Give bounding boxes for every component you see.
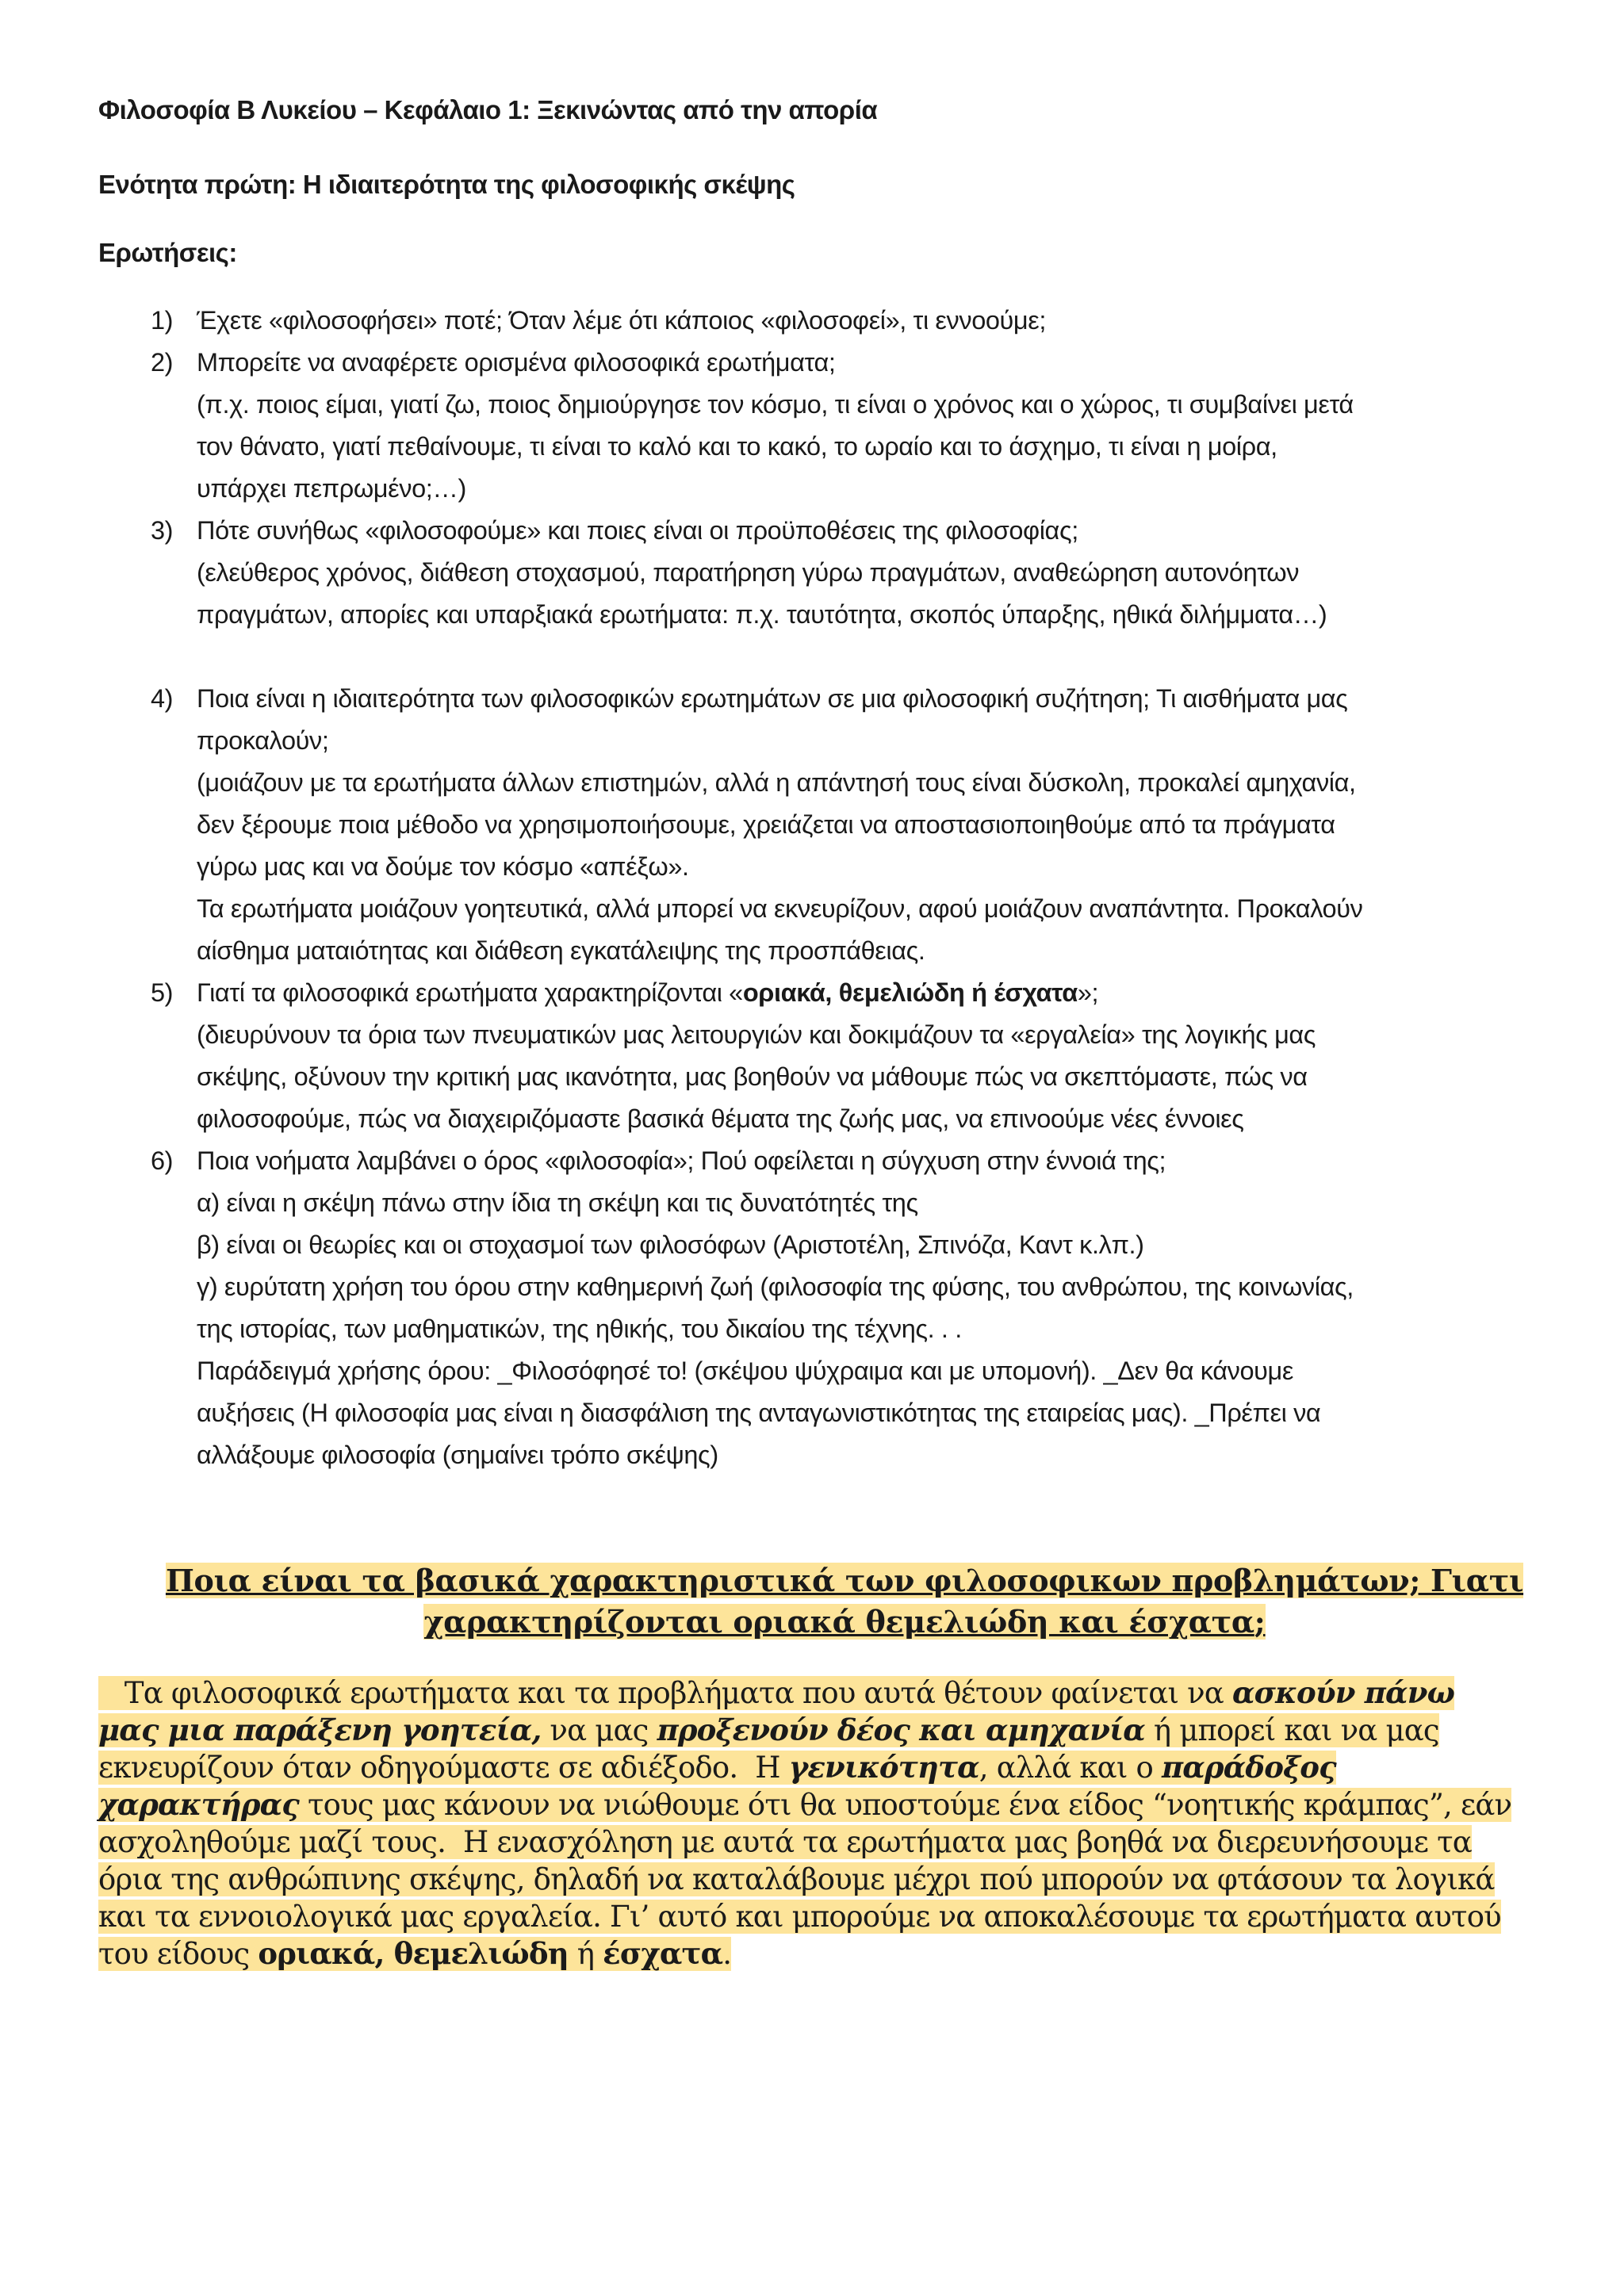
question-number: 1) (151, 306, 174, 335)
emphasis: γενικότητα (788, 1750, 979, 1785)
answer-line: (ελεύθερος χρόνος, διάθεση στοχασμού, παρατήρηση γύρω πραγμάτων, αναθεώρηση αυτονόητων (197, 558, 1300, 587)
answer-line: α) είναι η σκέψη πάνω στην ίδια τη σκέψη και τις δυνατότητές της (197, 1188, 918, 1217)
question-2 (98, 342, 1526, 510)
emphasis: προξενούν δέος και αμηχανία (657, 1712, 1145, 1747)
answer-line: γ) ευρύτατη χρήση του όρου στην καθημερινή ζωή (φιλοσοφία της φύσης, του ανθρώπου, της κοινωνίας, (197, 1272, 1354, 1301)
answer-line: δεν ξέρουμε ποια μέθοδο να χρησιμοποιήσουμε, χρειάζεται να αποστασιοποιηθούμε από τα πράγματα (197, 810, 1335, 839)
answer-line: (μοιάζουν με τα ερωτήματα άλλων επιστημών, αλλά η απάντησή τους είναι δύσκολη, προκαλεί αμηχανία, (197, 768, 1356, 797)
section-title-line: Ποια είναι τα βασικά χαρακτηριστικά των φιλοσοφικων προβλημάτων; Γιατι (165, 1563, 1524, 1598)
question-line: Ποια είναι η ιδιαιτερότητα των φιλοσοφικών ερωτημάτων σε μια φιλοσοφική συζήτηση; Τι αισθήματα μας (197, 684, 1348, 713)
answer-line: Παράδειγμά χρήσης όρου: _Φιλοσόφησέ το! (σκέψου ψύχραιμα και με υπομονή). _Δεν θα κάνουμε (197, 1357, 1293, 1385)
question-5 (98, 972, 1526, 1140)
question-3 (98, 510, 1526, 636)
answer-line: αίσθημα ματαιότητας και διάθεση εγκατάλειψης της προσπάθειας. (197, 936, 925, 965)
emphasis: χαρακτήρας (98, 1787, 300, 1822)
answer-line: φιλοσοφούμε, πώς να διαχειριζόμαστε βασικά θέματα της ζωής μας, να επινοούμε νέες έννοιες (197, 1104, 1244, 1133)
emphasis: παράδοξος (1161, 1750, 1336, 1785)
answer-line: υπάρχει πεπρωμένο;…) (197, 474, 466, 503)
answer-line: Τα ερωτήματα μοιάζουν γοητευτικά, αλλά μπορεί να εκνευρίζουν, αφού μοιάζουν αναπάντητα. Προκαλούν (197, 894, 1363, 923)
question-line: Μπορείτε να αναφέρετε ορισμένα φιλοσοφικά ερωτήματα; (197, 348, 836, 377)
bold-term: οριακά, θεμελιώδη ή έσχατα (742, 978, 1078, 1007)
document-title: Φιλοσοφία Β Λυκείου – Κεφάλαιο 1: Ξεκινώντας από την απορία (98, 95, 878, 124)
question-line: Ποια νοήματα λαμβάνει ο όρος «φιλοσοφία»; Πού οφείλεται η σύγχυση στην έννοιά της; (197, 1146, 1166, 1175)
question-line: Έχετε «φιλοσοφήσει» ποτέ; Όταν λέμε ότι κάποιος «φιλοσοφεί», τι εννοούμε; (197, 306, 1046, 335)
question-number: 2) (151, 348, 174, 377)
question-4 (98, 678, 1526, 972)
highlighted-paragraph: Τα φιλοσοφικά ερωτήματα και τα προβλήματα που αυτά θέτουν φαίνεται να ασκούν πάνω μας μια παράξενη γοητεία, να μας προξενούν δέος και αμηχανία ή μπορεί και να μας εκνευρίζουν όταν οδηγούμαστε σε αδιέξοδο. Η γενικότητα, αλλά και ο παράδοξος χαρακτήρας τους μας κάνουν να νιώθουμε ότι θα υποστούμε ένα είδος “νοητικής κράμπας”, εάν ασχοληθούμε μαζί τους. Η ενασχόληση με αυτά τα ερωτήματα μας βοηθά να διερευνήσουμε τα όρια της ανθρώπινης σκέψης, δηλαδή να καταλάβουμε μέχρι πού μπορούν να φτάσουν τα λογικά και τα εννοιολογικά μας εργαλεία. Γι’ αυτό και μπορούμε να αποκαλέσουμε τα ερωτήματα αυτού του είδους οριακά, θεμελιώδη ή έσχατα. (98, 1675, 1512, 1971)
questions-list (98, 300, 1526, 1476)
question-number: 6) (151, 1146, 174, 1175)
question-number: 3) (151, 516, 174, 545)
answer-line: τον θάνατο, γιατί πεθαίνουμε, τι είναι το καλό και το κακό, το ωραίο και το άσχημο, τι είναι η μοίρα, (197, 432, 1277, 461)
answer-line: β) είναι οι θεωρίες και οι στοχασμοί των φιλοσόφων (Αριστοτέλη, Σπινόζα, Καντ κ.λπ.) (197, 1230, 1144, 1259)
section-title: Ποια είναι τα βασικά χαρακτηριστικά των φιλοσοφικων προβλημάτων; Γιατι χαρακτηρίζονται οριακά θεμελιώδη και έσχατα; (165, 1563, 1524, 1640)
question-line: Πότε συνήθως «φιλοσοφούμε» και ποιες είναι οι προϋποθέσεις της φιλοσοφίας; (197, 516, 1078, 545)
answer-line: αυξήσεις (Η φιλοσοφία μας είναι η διασφάλιση της ανταγωνιστικότητας της εταιρείας μας). _Πρέπει να (197, 1399, 1321, 1427)
answer-line: (π.χ. ποιος είμαι, γιατί ζω, ποιος δημιούργησε τον κόσμο, τι είναι ο χρόνος και ο χώρος, τι συμβαίνει μετά (197, 390, 1354, 419)
emphasis: ασκούν πάνω (1231, 1675, 1454, 1710)
answer-line: αλλάξουμε φιλοσοφία (σημαίνει τρόπο σκέψης) (197, 1441, 718, 1469)
questions-heading: Ερωτήσεις: (98, 238, 237, 267)
question-line: προκαλούν; (197, 726, 329, 755)
unit-title: Ενότητα πρώτη: Η ιδιαιτερότητα της φιλοσοφικής σκέψης (98, 170, 795, 199)
question-line: Γιατί τα φιλοσοφικά ερωτήματα χαρακτηρίζονται «οριακά, θεμελιώδη ή έσχατα»; (197, 978, 1099, 1007)
emphasis: οριακά, θεμελιώδη (258, 1936, 569, 1971)
emphasis: έσχατα (603, 1936, 723, 1971)
question-number: 5) (151, 978, 174, 1007)
emphasis: μας μια παράξενη γοητεία, (98, 1712, 542, 1747)
answer-line: της ιστορίας, των μαθηματικών, της ηθικής, του δικαίου της τέχνης. . . (197, 1314, 962, 1343)
answer-line: γύρω μας και να δούμε τον κόσμο «απέξω». (197, 852, 689, 881)
answer-line: σκέψης, οξύνουν την κριτική μας ικανότητα, μας βοηθούν να μάθουμε πώς να σκεπτόμαστε, πώς να (197, 1062, 1308, 1091)
question-1 (98, 300, 1526, 342)
answer-line: (διευρύνουν τα όρια των πνευματικών μας λειτουργιών και δοκιμάζουν τα «εργαλεία» της λογικής μας (197, 1020, 1316, 1049)
question-number: 4) (151, 684, 174, 713)
section-title-line: χαρακτηρίζονται οριακά θεμελιώδη και έσχατα (423, 1604, 1254, 1640)
question-6 (98, 1140, 1526, 1476)
answer-line: πραγμάτων, απορίες και υπαρξιακά ερωτήματα: π.χ. ταυτότητα, σκοπός ύπαρξης, ηθικά διλήμματα…) (197, 600, 1327, 629)
